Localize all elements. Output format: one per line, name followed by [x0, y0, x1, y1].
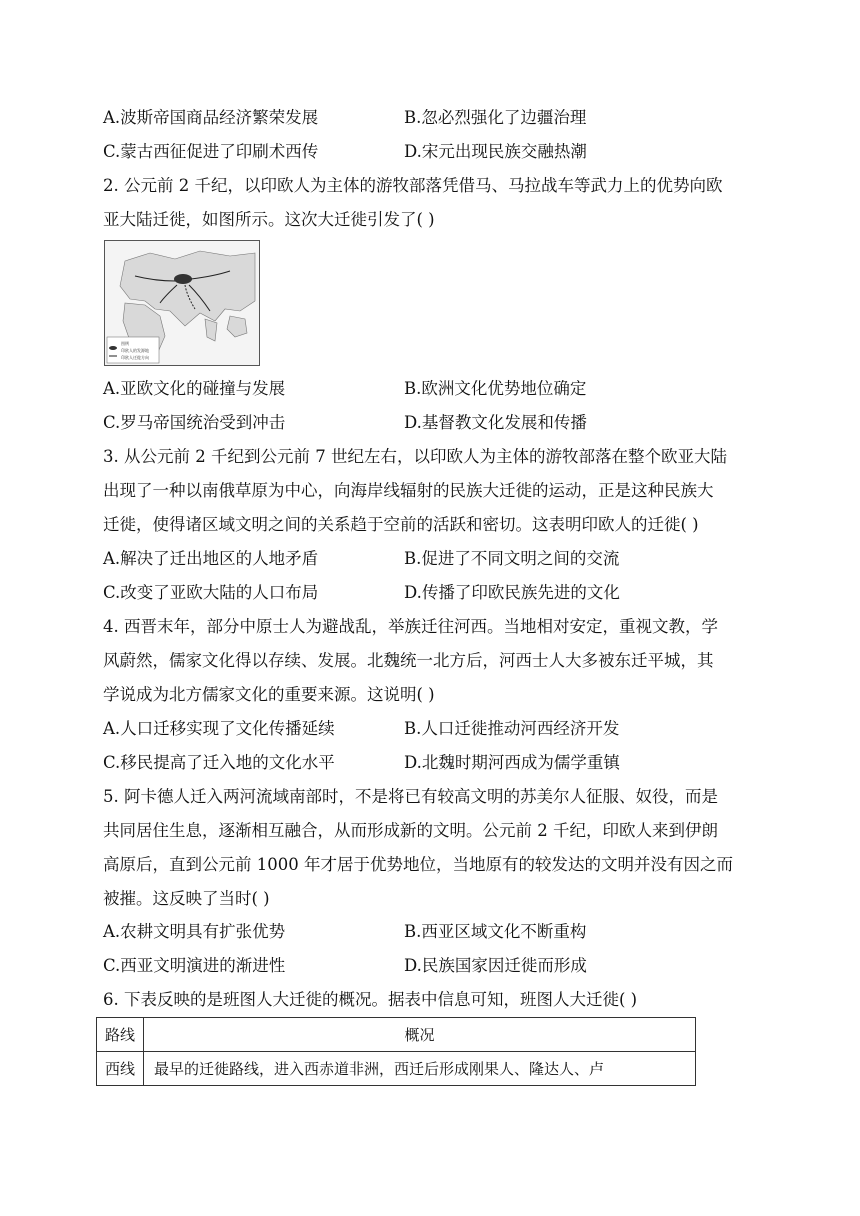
q3-option-c: C.改变了亚欧大陆的人口布局 [103, 583, 319, 602]
table-row [97, 1052, 696, 1086]
q5-option-a: A.农耕文明具有扩张优势 [103, 922, 286, 941]
bantu-migration-table [96, 1017, 696, 1086]
q3-stem-line1: 3. 从公元前 2 千纪到公元前 7 世纪左右，以印欧人为主体的游牧部落在整个欧亚大陆 [103, 447, 727, 466]
q4-option-a: A.人口迁移实现了文化传播延续 [103, 719, 335, 738]
q2-option-c: C.罗马帝国统治受到冲击 [103, 413, 286, 432]
map-legend-origin: 印欧人的发源地 [121, 348, 149, 353]
q4-stem-line1: 4. 西晋末年，部分中原士人为避战乱，举族迁往河西。当地相对安定，重视文教，学 [103, 617, 718, 636]
map-legend-direction: 印欧人迁徙方向 [121, 355, 149, 360]
q6-stem: 6. 下表反映的是班图人大迁徙的概况。据表中信息可知，班图人大迁徙( ) [103, 990, 638, 1009]
q2-option-b: B.欧洲文化优势地位确定 [404, 379, 587, 398]
table-header-overview: 概况 [144, 1018, 696, 1052]
q5-stem-line1: 5. 阿卡德人迁入两河流域南部时，不是将已有较高文明的苏美尔人征服、奴役，而是 [103, 787, 718, 806]
q5-stem-line3: 高原后，直到公元前 1000 年才居于优势地位，当地原有的较发达的文明并没有因之而 [103, 855, 733, 874]
q2-stem-line1: 2. 公元前 2 千纪，以印欧人为主体的游牧部落凭借马、马拉战车等武力上的优势向欧 [103, 176, 723, 195]
q1-option-d: D.宋元出现民族交融热潮 [404, 142, 587, 161]
q1-option-a: A.波斯帝国商品经济繁荣发展 [103, 108, 319, 127]
table-header-row [97, 1018, 696, 1052]
q3-stem-line3: 迁徙，使得诸区域文明之间的关系趋于空前的活跃和密切。这表明印欧人的迁徙( ) [103, 515, 699, 534]
q2-option-d: D.基督教文化发展和传播 [404, 413, 587, 432]
table-header-route: 路线 [97, 1018, 144, 1052]
q5-option-b: B.西亚区域文化不断重构 [404, 922, 587, 941]
q1-option-b: B.忽必烈强化了边疆治理 [404, 108, 587, 127]
migration-map-figure [104, 240, 260, 366]
q4-stem-line3: 学说成为北方儒家文化的重要来源。这说明( ) [103, 685, 435, 704]
map-legend-title: 图例 [121, 341, 129, 346]
q4-option-d: D.北魏时期河西成为儒学重镇 [404, 753, 620, 772]
q3-option-b: B.促进了不同文明之间的交流 [404, 549, 620, 568]
q2-stem-line2: 亚大陆迁徙，如图所示。这次大迁徙引发了( ) [103, 210, 435, 229]
q4-option-b: B.人口迁徙推动河西经济开发 [404, 719, 620, 738]
q3-stem-line2: 出现了一种以南俄草原为中心，向海岸线辐射的民族大迁徙的运动，正是这种民族大 [103, 481, 714, 500]
q3-option-d: D.传播了印欧民族先进的文化 [404, 583, 620, 602]
q3-option-a: A.解决了迁出地区的人地矛盾 [103, 549, 319, 568]
q1-option-c: C.蒙古西征促进了印刷术西传 [103, 142, 319, 161]
table-cell-route: 西线 [97, 1052, 144, 1086]
q5-stem-line2: 共同居住生息，逐渐相互融合，从而形成新的文明。公元前 2 千纪，印欧人来到伊朗 [103, 821, 718, 840]
q2-option-a: A.亚欧文化的碰撞与发展 [103, 379, 286, 398]
q5-option-c: C.西亚文明演进的渐进性 [103, 956, 286, 975]
q4-stem-line2: 风蔚然，儒家文化得以存续、发展。北魏统一北方后，河西士人大多被东迁平城，其 [103, 651, 714, 670]
q4-option-c: C.移民提高了迁入地的文化水平 [103, 753, 335, 772]
q5-stem-line4: 被摧。这反映了当时( ) [103, 889, 270, 908]
q5-option-d: D.民族国家因迁徙而形成 [404, 956, 587, 975]
table-cell-overview: 最早的迁徙路线，进入西赤道非洲，西迁后形成刚果人、隆达人、卢 [144, 1052, 696, 1086]
